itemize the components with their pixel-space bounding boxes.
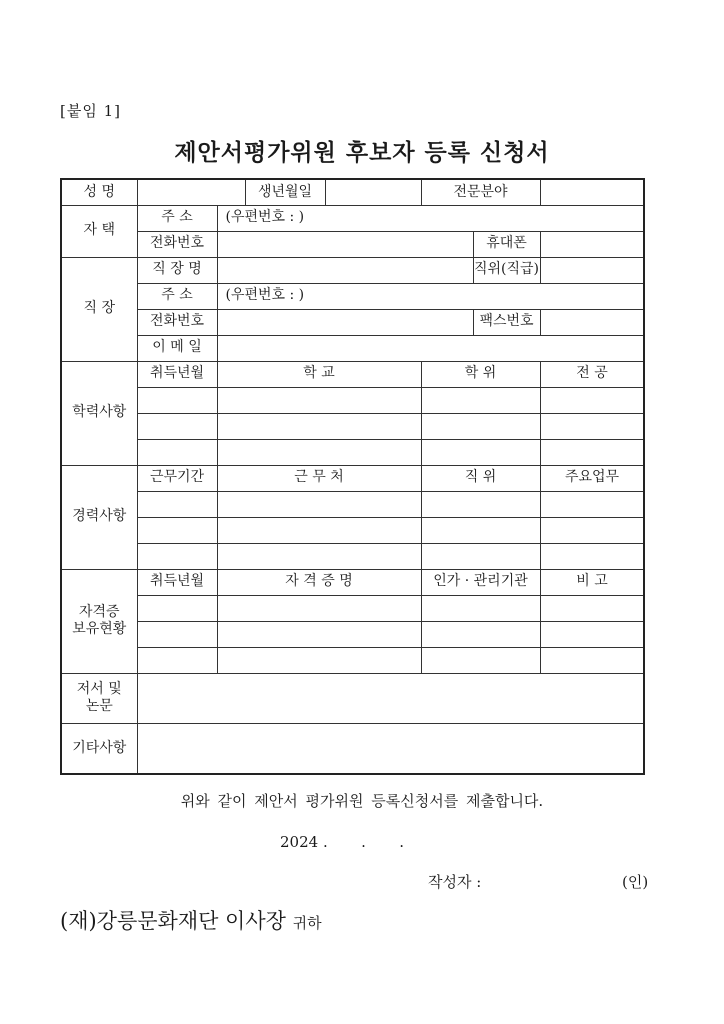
field-label: 전문분야 xyxy=(421,179,540,205)
license-cell[interactable] xyxy=(540,647,644,673)
career-label: 경력사항 xyxy=(61,465,137,569)
table-row xyxy=(61,387,644,413)
license-cell[interactable] xyxy=(217,595,421,621)
license-cell[interactable] xyxy=(217,647,421,673)
company-label: 직 장 명 xyxy=(137,257,217,283)
career-header-position: 직 위 xyxy=(421,465,540,491)
table-row xyxy=(61,595,644,621)
career-cell[interactable] xyxy=(217,543,421,569)
education-cell[interactable] xyxy=(217,439,421,465)
email-label: 이 메 일 xyxy=(137,335,217,361)
education-cell[interactable] xyxy=(421,387,540,413)
education-header-school: 학 교 xyxy=(217,361,421,387)
work-phone-input[interactable] xyxy=(217,309,473,335)
table-row xyxy=(61,647,644,673)
home-phone-input[interactable] xyxy=(217,231,473,257)
position-label: 직위(직급) xyxy=(473,257,540,283)
attachment-label: [붙임 1] xyxy=(60,102,121,120)
education-cell[interactable] xyxy=(540,387,644,413)
license-cell[interactable] xyxy=(421,595,540,621)
career-cell[interactable] xyxy=(421,517,540,543)
home-address-label: 주 소 xyxy=(137,205,217,231)
license-label-line1: 자격증 xyxy=(78,603,120,620)
career-header-workplace: 근 무 처 xyxy=(217,465,421,491)
education-header-major: 전 공 xyxy=(540,361,644,387)
table-row xyxy=(61,621,644,647)
birth-label: 생년월일 xyxy=(245,179,325,205)
license-label xyxy=(61,569,137,673)
home-label: 자 택 xyxy=(61,205,137,257)
career-header-period: 근무기간 xyxy=(137,465,217,491)
license-header-date: 취득년월 xyxy=(137,569,217,595)
license-header-name: 자 격 증 명 xyxy=(217,569,421,595)
education-cell[interactable] xyxy=(137,387,217,413)
etc-input[interactable] xyxy=(137,723,644,774)
career-cell[interactable] xyxy=(217,491,421,517)
license-header-note: 비 고 xyxy=(540,569,644,595)
work-phone-label: 전화번호 xyxy=(137,309,217,335)
license-cell[interactable] xyxy=(137,621,217,647)
position-input[interactable] xyxy=(540,257,644,283)
education-cell[interactable] xyxy=(421,439,540,465)
work-label: 직 장 xyxy=(61,257,137,361)
education-header-date: 취득년월 xyxy=(137,361,217,387)
fax-input[interactable] xyxy=(540,309,644,335)
license-cell[interactable] xyxy=(540,621,644,647)
table-row xyxy=(61,439,644,465)
career-cell[interactable] xyxy=(137,491,217,517)
writer-label: 작성자 : xyxy=(428,873,482,891)
education-cell[interactable] xyxy=(540,413,644,439)
license-cell[interactable] xyxy=(137,595,217,621)
career-cell[interactable] xyxy=(137,517,217,543)
email-input[interactable] xyxy=(217,335,644,361)
education-cell[interactable] xyxy=(137,439,217,465)
name-input[interactable] xyxy=(137,179,245,205)
home-address-input[interactable]: (우편번호 : ) xyxy=(217,205,644,231)
application-form xyxy=(60,178,645,775)
field-input[interactable] xyxy=(540,179,644,205)
education-label: 학력사항 xyxy=(61,361,137,465)
career-cell[interactable] xyxy=(540,543,644,569)
license-cell[interactable] xyxy=(540,595,644,621)
table-row xyxy=(61,413,644,439)
declaration-text: 위와 같이 제안서 평가위원 등록신청서를 제출합니다. xyxy=(180,792,544,810)
career-cell[interactable] xyxy=(540,517,644,543)
birth-input[interactable] xyxy=(325,179,421,205)
license-cell[interactable] xyxy=(217,621,421,647)
education-cell[interactable] xyxy=(217,387,421,413)
education-cell[interactable] xyxy=(540,439,644,465)
license-cell[interactable] xyxy=(421,647,540,673)
etc-label: 기타사항 xyxy=(61,723,137,774)
submission-date: 2024 . . . xyxy=(280,833,404,851)
license-header-authority: 인가 · 관리기관 xyxy=(421,569,540,595)
seal-mark: (인) xyxy=(622,873,649,891)
company-input[interactable] xyxy=(217,257,473,283)
form-title: 제안서평가위원 후보자 등록 신청서 xyxy=(174,140,550,166)
education-header-degree: 학 위 xyxy=(421,361,540,387)
education-cell[interactable] xyxy=(421,413,540,439)
work-address-label: 주 소 xyxy=(137,283,217,309)
career-cell[interactable] xyxy=(540,491,644,517)
papers-input[interactable] xyxy=(137,673,644,723)
fax-label: 팩스번호 xyxy=(473,309,540,335)
papers-label-line1: 저서 및 xyxy=(76,680,122,697)
table-row xyxy=(61,543,644,569)
table-row xyxy=(61,491,644,517)
career-cell[interactable] xyxy=(421,543,540,569)
table-row xyxy=(61,517,644,543)
recipient xyxy=(60,905,322,935)
mobile-input[interactable] xyxy=(540,231,644,257)
recipient-name: (재)강릉문화재단 이사장 xyxy=(60,909,286,933)
recipient-honorific: 귀하 xyxy=(292,914,322,932)
mobile-label: 휴대폰 xyxy=(473,231,540,257)
license-cell[interactable] xyxy=(421,621,540,647)
education-cell[interactable] xyxy=(137,413,217,439)
career-header-duties: 주요업무 xyxy=(540,465,644,491)
work-address-input[interactable]: (우편번호 : ) xyxy=(217,283,644,309)
career-cell[interactable] xyxy=(421,491,540,517)
name-row xyxy=(61,179,644,205)
career-cell[interactable] xyxy=(137,543,217,569)
license-cell[interactable] xyxy=(137,647,217,673)
career-cell[interactable] xyxy=(217,517,421,543)
license-label-line2: 보유현황 xyxy=(72,621,127,637)
name-label: 성 명 xyxy=(61,179,137,205)
home-phone-label: 전화번호 xyxy=(137,231,217,257)
papers-label xyxy=(61,673,137,723)
papers-label-line2: 논문 xyxy=(85,698,113,714)
education-cell[interactable] xyxy=(217,413,421,439)
